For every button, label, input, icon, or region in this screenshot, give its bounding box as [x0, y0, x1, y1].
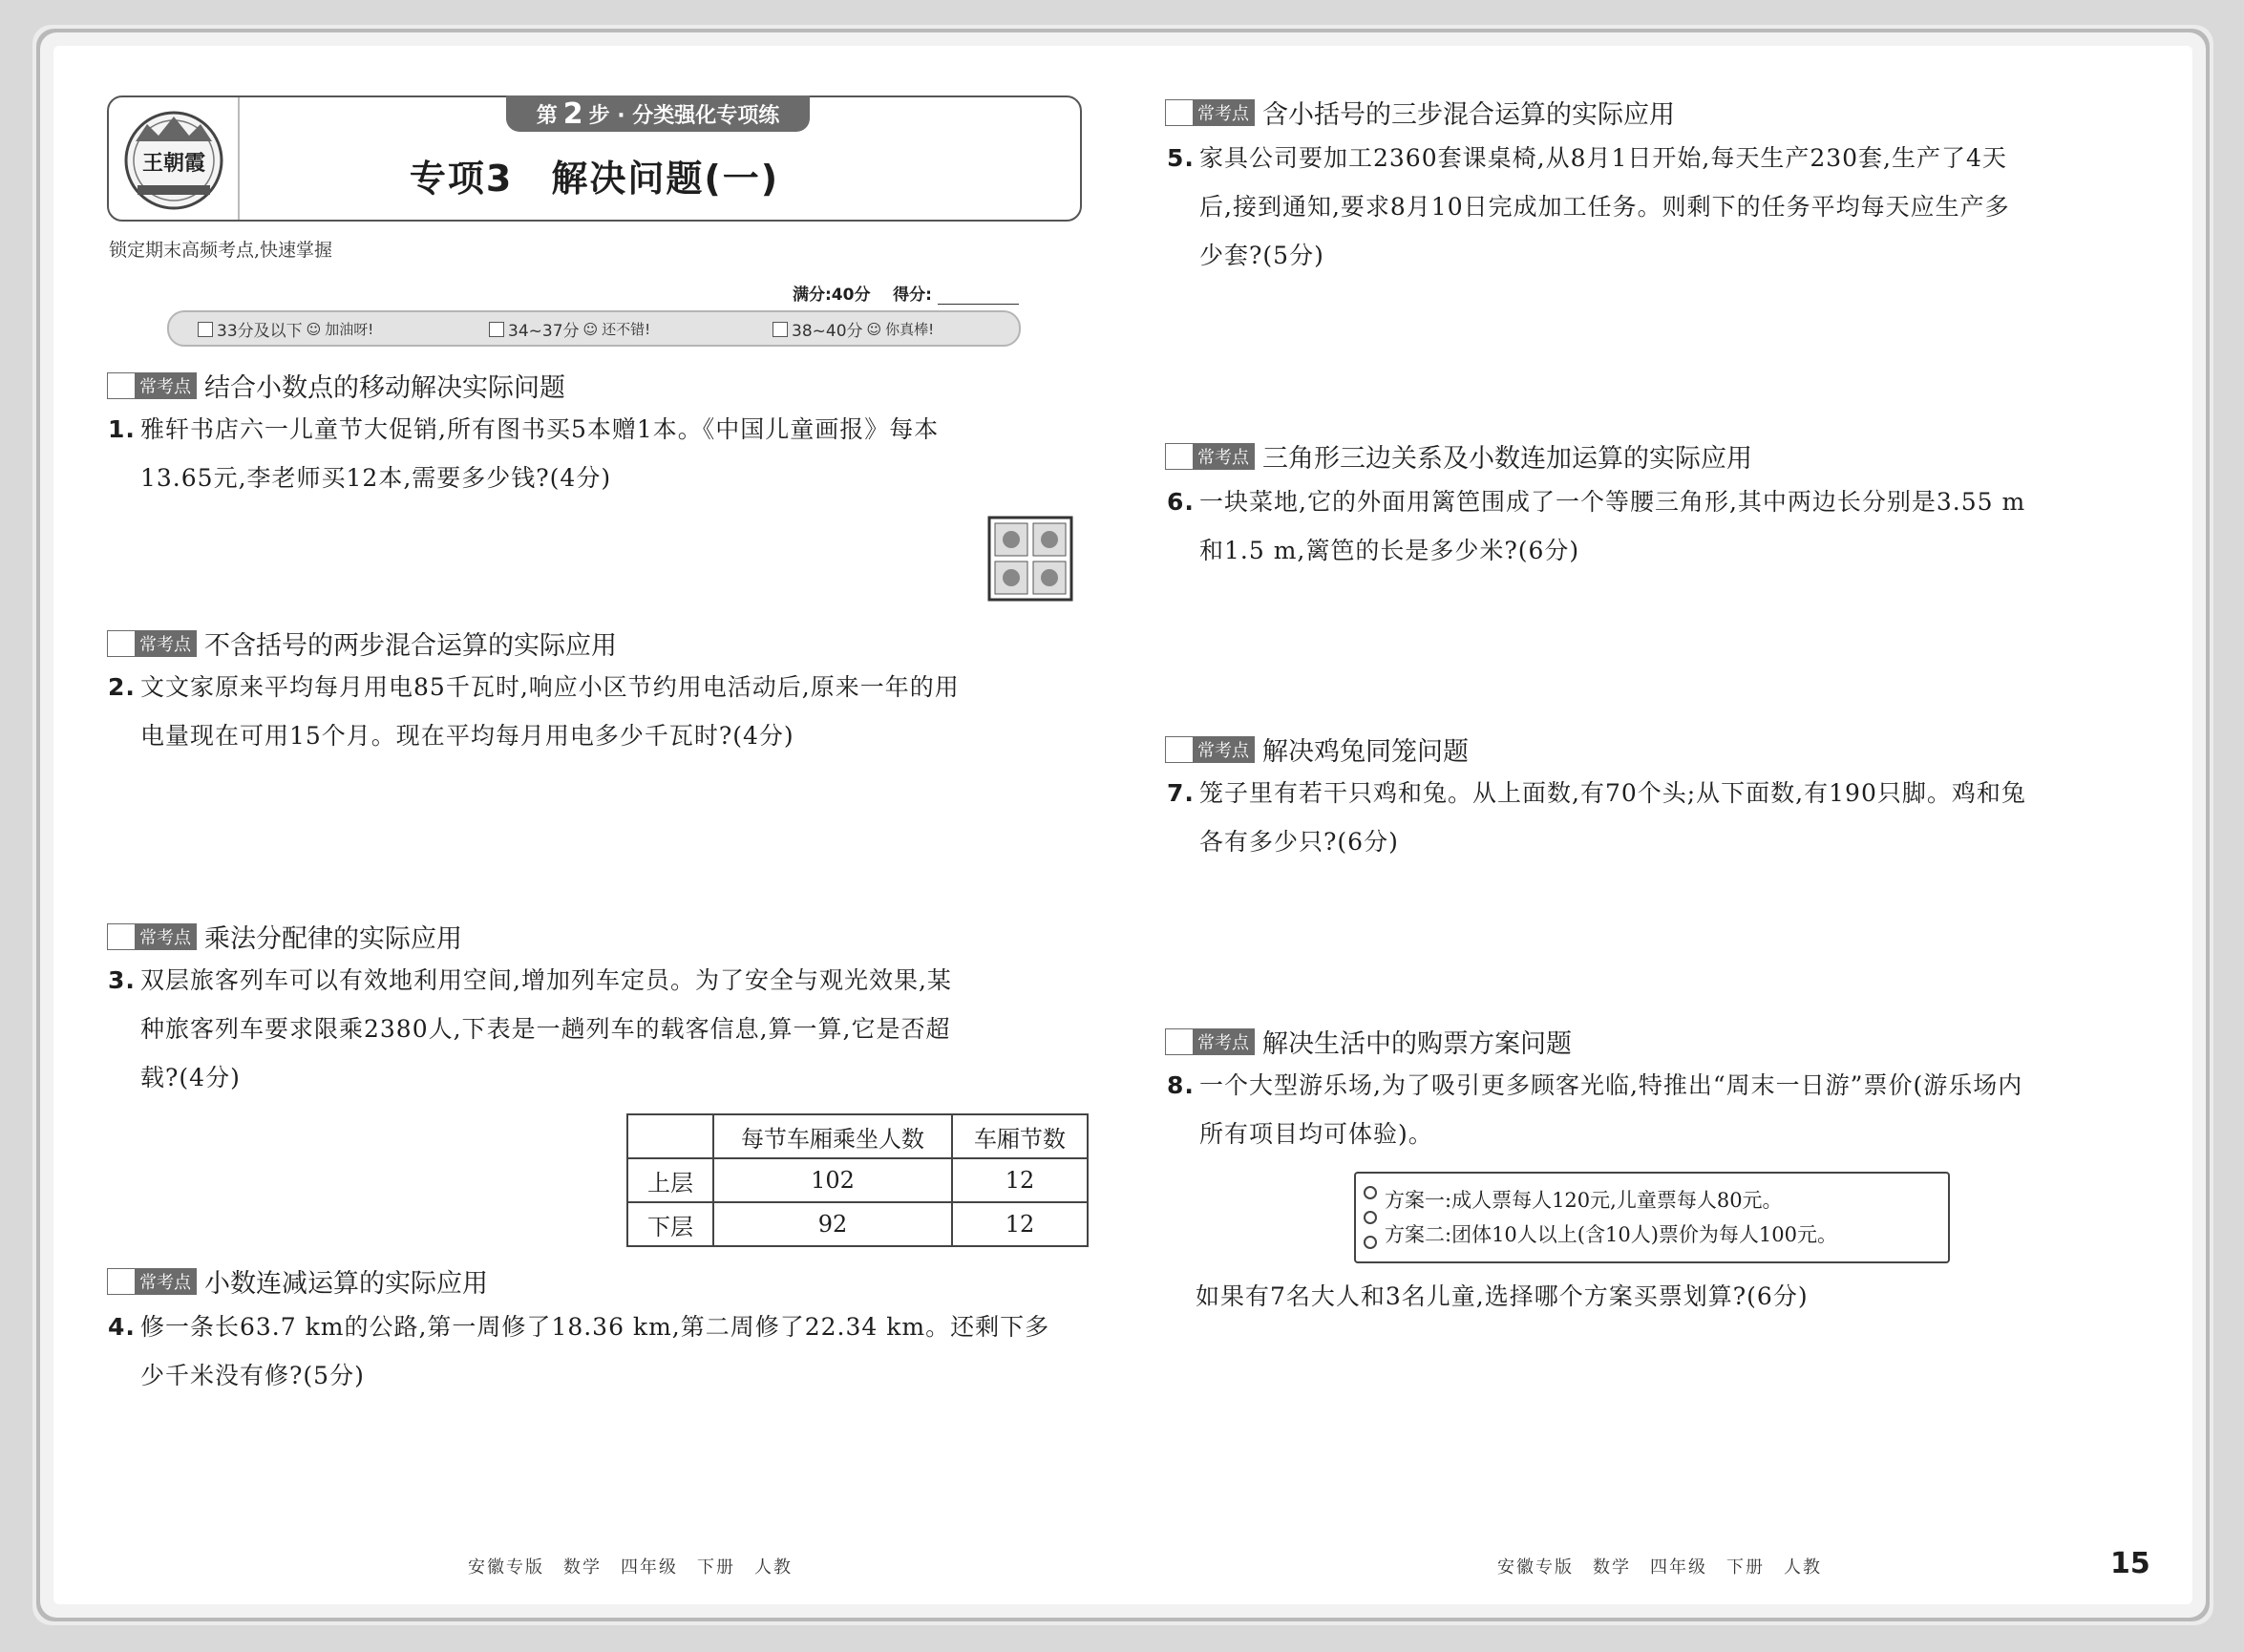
tag-label: 常考点	[139, 376, 191, 397]
question-line: 雅轩书店六一儿童节大促销,所有图书买5本赠1本。《中国儿童画报》每本	[140, 415, 940, 443]
topic-title: 三角形三边关系及小数连加运算的实际应用	[1262, 444, 1752, 474]
train-table	[626, 1113, 1089, 1247]
topic-title: 乘法分配律的实际应用	[204, 924, 462, 954]
topic-title: 解决生活中的购票方案问题	[1262, 1029, 1572, 1059]
topic-tag	[1165, 443, 1255, 470]
topic-tag	[107, 923, 197, 950]
topic-tag	[1165, 736, 1255, 763]
grade-checkbox[interactable]	[489, 322, 504, 337]
section-heading	[107, 1262, 488, 1300]
footer-right: 安徽专版 数学 四年级 下册 人教	[1497, 1557, 1822, 1578]
question-line: 13.65元,李老师买12本,需要多少钱?(4分)	[140, 464, 612, 492]
grade-bar	[167, 310, 1021, 347]
title-banner	[107, 95, 1082, 222]
section-heading	[107, 918, 462, 955]
tag-label: 常考点	[139, 927, 191, 948]
grade-comment: 加油呀!	[325, 321, 374, 338]
tag-label: 常考点	[1197, 103, 1249, 124]
grade-item	[198, 317, 373, 341]
tag-label: 常考点	[1197, 740, 1249, 761]
grade-range: 38~40分	[792, 322, 863, 341]
grade-range: 33分及以下	[217, 322, 303, 341]
subtitle: 锁定期末高频考点,快速掌握	[109, 240, 333, 261]
question-line: 载?(4分)	[140, 1064, 241, 1091]
wave-icon	[107, 923, 136, 950]
table-cell	[627, 1114, 713, 1158]
question-line: 和1.5 m,篱笆的长是多少米?(6分)	[1199, 537, 1580, 564]
question-5	[1167, 134, 2010, 280]
question-number: 7.	[1167, 779, 1195, 807]
grade-range: 34~37分	[508, 322, 580, 341]
table-cell: 12	[952, 1202, 1088, 1246]
question-4	[108, 1303, 1050, 1400]
section-heading	[107, 367, 565, 404]
step-badge	[506, 95, 810, 132]
question-8-followup: 如果有7名大人和3名儿童,选择哪个方案买票划算?(6分)	[1196, 1282, 1809, 1310]
grade-comment: 你真棒!	[885, 321, 935, 338]
question-number: 4.	[108, 1313, 136, 1341]
question-line: 各有多少只?(6分)	[1199, 828, 1399, 856]
question-number: 1.	[108, 415, 136, 443]
wave-icon	[1165, 443, 1194, 470]
topic-tag	[107, 630, 197, 657]
row-label: 上层	[627, 1158, 713, 1202]
topic-title: 含小括号的三步混合运算的实际应用	[1262, 100, 1675, 130]
comic-book-icon	[985, 514, 1077, 604]
score-line	[793, 281, 1019, 305]
topic-tag	[1165, 99, 1255, 126]
smiley-icon: ☺	[866, 320, 882, 338]
section-heading	[1165, 94, 1675, 131]
question-6	[1167, 477, 2026, 575]
grade-comment: 还不错!	[602, 321, 651, 338]
question-3	[108, 956, 952, 1102]
page-number: 15	[2110, 1547, 2150, 1580]
wave-icon	[107, 1268, 136, 1295]
question-line: 种旅客列车要求限乘2380人,下表是一趟列车的载客信息,算一算,它是否超	[140, 1015, 951, 1043]
grade-checkbox[interactable]	[198, 322, 213, 337]
topic-title: 结合小数点的移动解决实际问题	[204, 373, 565, 403]
smiley-icon: ☺	[306, 320, 322, 338]
row-label: 下层	[627, 1202, 713, 1246]
tag-label: 常考点	[1197, 447, 1249, 468]
page-title: 专项3 解决问题(一)	[409, 158, 780, 200]
scheme-line: 方案一:成人票每人120元,儿童票每人80元。	[1385, 1189, 1783, 1212]
question-line: 双层旅客列车可以有效地利用空间,增加列车定员。为了安全与观光效果,某	[140, 966, 952, 994]
tag-label: 常考点	[1197, 1032, 1249, 1053]
table-cell: 102	[713, 1158, 952, 1202]
question-line: 笼子里有若干只鸡和兔。从上面数,有70个头;从下面数,有190只脚。鸡和兔	[1199, 779, 2026, 807]
section-heading	[1165, 1023, 1572, 1060]
wave-icon	[1165, 1028, 1194, 1055]
topic-tag	[107, 372, 197, 399]
topic-tag	[1165, 1028, 1255, 1055]
question-2	[108, 663, 960, 760]
table-header: 车厢节数	[952, 1114, 1088, 1158]
step-prefix: 第	[536, 103, 558, 128]
score-label: 得分:	[893, 286, 932, 305]
score-blank[interactable]	[938, 286, 1019, 305]
question-line: 所有项目均可体验)。	[1199, 1120, 1433, 1148]
step-suffix: 步 · 分类强化专项练	[588, 103, 780, 128]
question-number: 2.	[108, 673, 136, 701]
tag-label: 常考点	[139, 1272, 191, 1293]
question-line: 后,接到通知,要求8月10日完成加工任务。则剩下的任务平均每天应生产多	[1199, 193, 2010, 221]
question-line: 家具公司要加工2360套课桌椅,从8月1日开始,每天生产230套,生产了4天	[1199, 144, 2007, 172]
wave-icon	[107, 372, 136, 399]
footer-left: 安徽专版 数学 四年级 下册 人教	[468, 1557, 793, 1578]
grade-item	[773, 317, 934, 341]
question-8	[1167, 1061, 2023, 1158]
full-score: 满分:40分	[793, 286, 871, 305]
question-line: 少套?(5分)	[1199, 242, 1324, 269]
question-line: 修一条长63.7 km的公路,第一周修了18.36 km,第二周修了22.34 km。还剩下多	[140, 1313, 1050, 1341]
ticket-scheme-box	[1354, 1172, 1950, 1263]
question-7	[1167, 769, 2026, 866]
question-line: 一块菜地,它的外面用篱笆围成了一个等腰三角形,其中两边长分别是3.55 m	[1199, 488, 2026, 516]
question-line: 一个大型游乐场,为了吸引更多顾客光临,特推出“周末一日游”票价(游乐场内	[1199, 1071, 2023, 1099]
tag-label: 常考点	[139, 634, 191, 655]
smiley-icon: ☺	[582, 320, 599, 338]
grade-checkbox[interactable]	[773, 322, 788, 337]
question-line: 电量现在可用15个月。现在平均每月用电多少千瓦时?(4分)	[140, 722, 794, 750]
topic-title: 小数连减运算的实际应用	[204, 1269, 488, 1299]
wave-icon	[1165, 736, 1194, 763]
wave-icon	[107, 630, 136, 657]
table-header: 每节车厢乘坐人数	[713, 1114, 952, 1158]
question-1	[108, 405, 940, 502]
question-number: 5.	[1167, 144, 1195, 172]
topic-title: 解决鸡兔同笼问题	[1262, 737, 1469, 767]
question-number: 6.	[1167, 488, 1195, 516]
table-header-row	[627, 1114, 1088, 1158]
topic-tag	[107, 1268, 197, 1295]
wave-icon	[1165, 99, 1194, 126]
spiral-binding-icon	[1362, 1181, 1379, 1254]
section-heading	[107, 625, 617, 662]
section-heading	[1165, 437, 1752, 475]
step-number: 2	[562, 96, 583, 131]
scheme-line: 方案二:团体10人以上(含10人)票价为每人100元。	[1385, 1223, 1837, 1246]
table-row	[627, 1202, 1088, 1246]
table-cell: 12	[952, 1158, 1088, 1202]
svg-text:王朝霞: 王朝霞	[141, 151, 206, 176]
question-line: 文文家原来平均每月用电85千瓦时,响应小区节约用电活动后,原来一年的用	[140, 673, 960, 701]
table-cell: 92	[713, 1202, 952, 1246]
grade-item	[489, 317, 650, 341]
question-number: 3.	[108, 966, 136, 994]
question-line: 少千米没有修?(5分)	[140, 1362, 365, 1389]
table-row	[627, 1158, 1088, 1202]
question-number: 8.	[1167, 1071, 1195, 1099]
topic-title: 不含括号的两步混合运算的实际应用	[204, 631, 617, 661]
section-heading	[1165, 731, 1469, 768]
